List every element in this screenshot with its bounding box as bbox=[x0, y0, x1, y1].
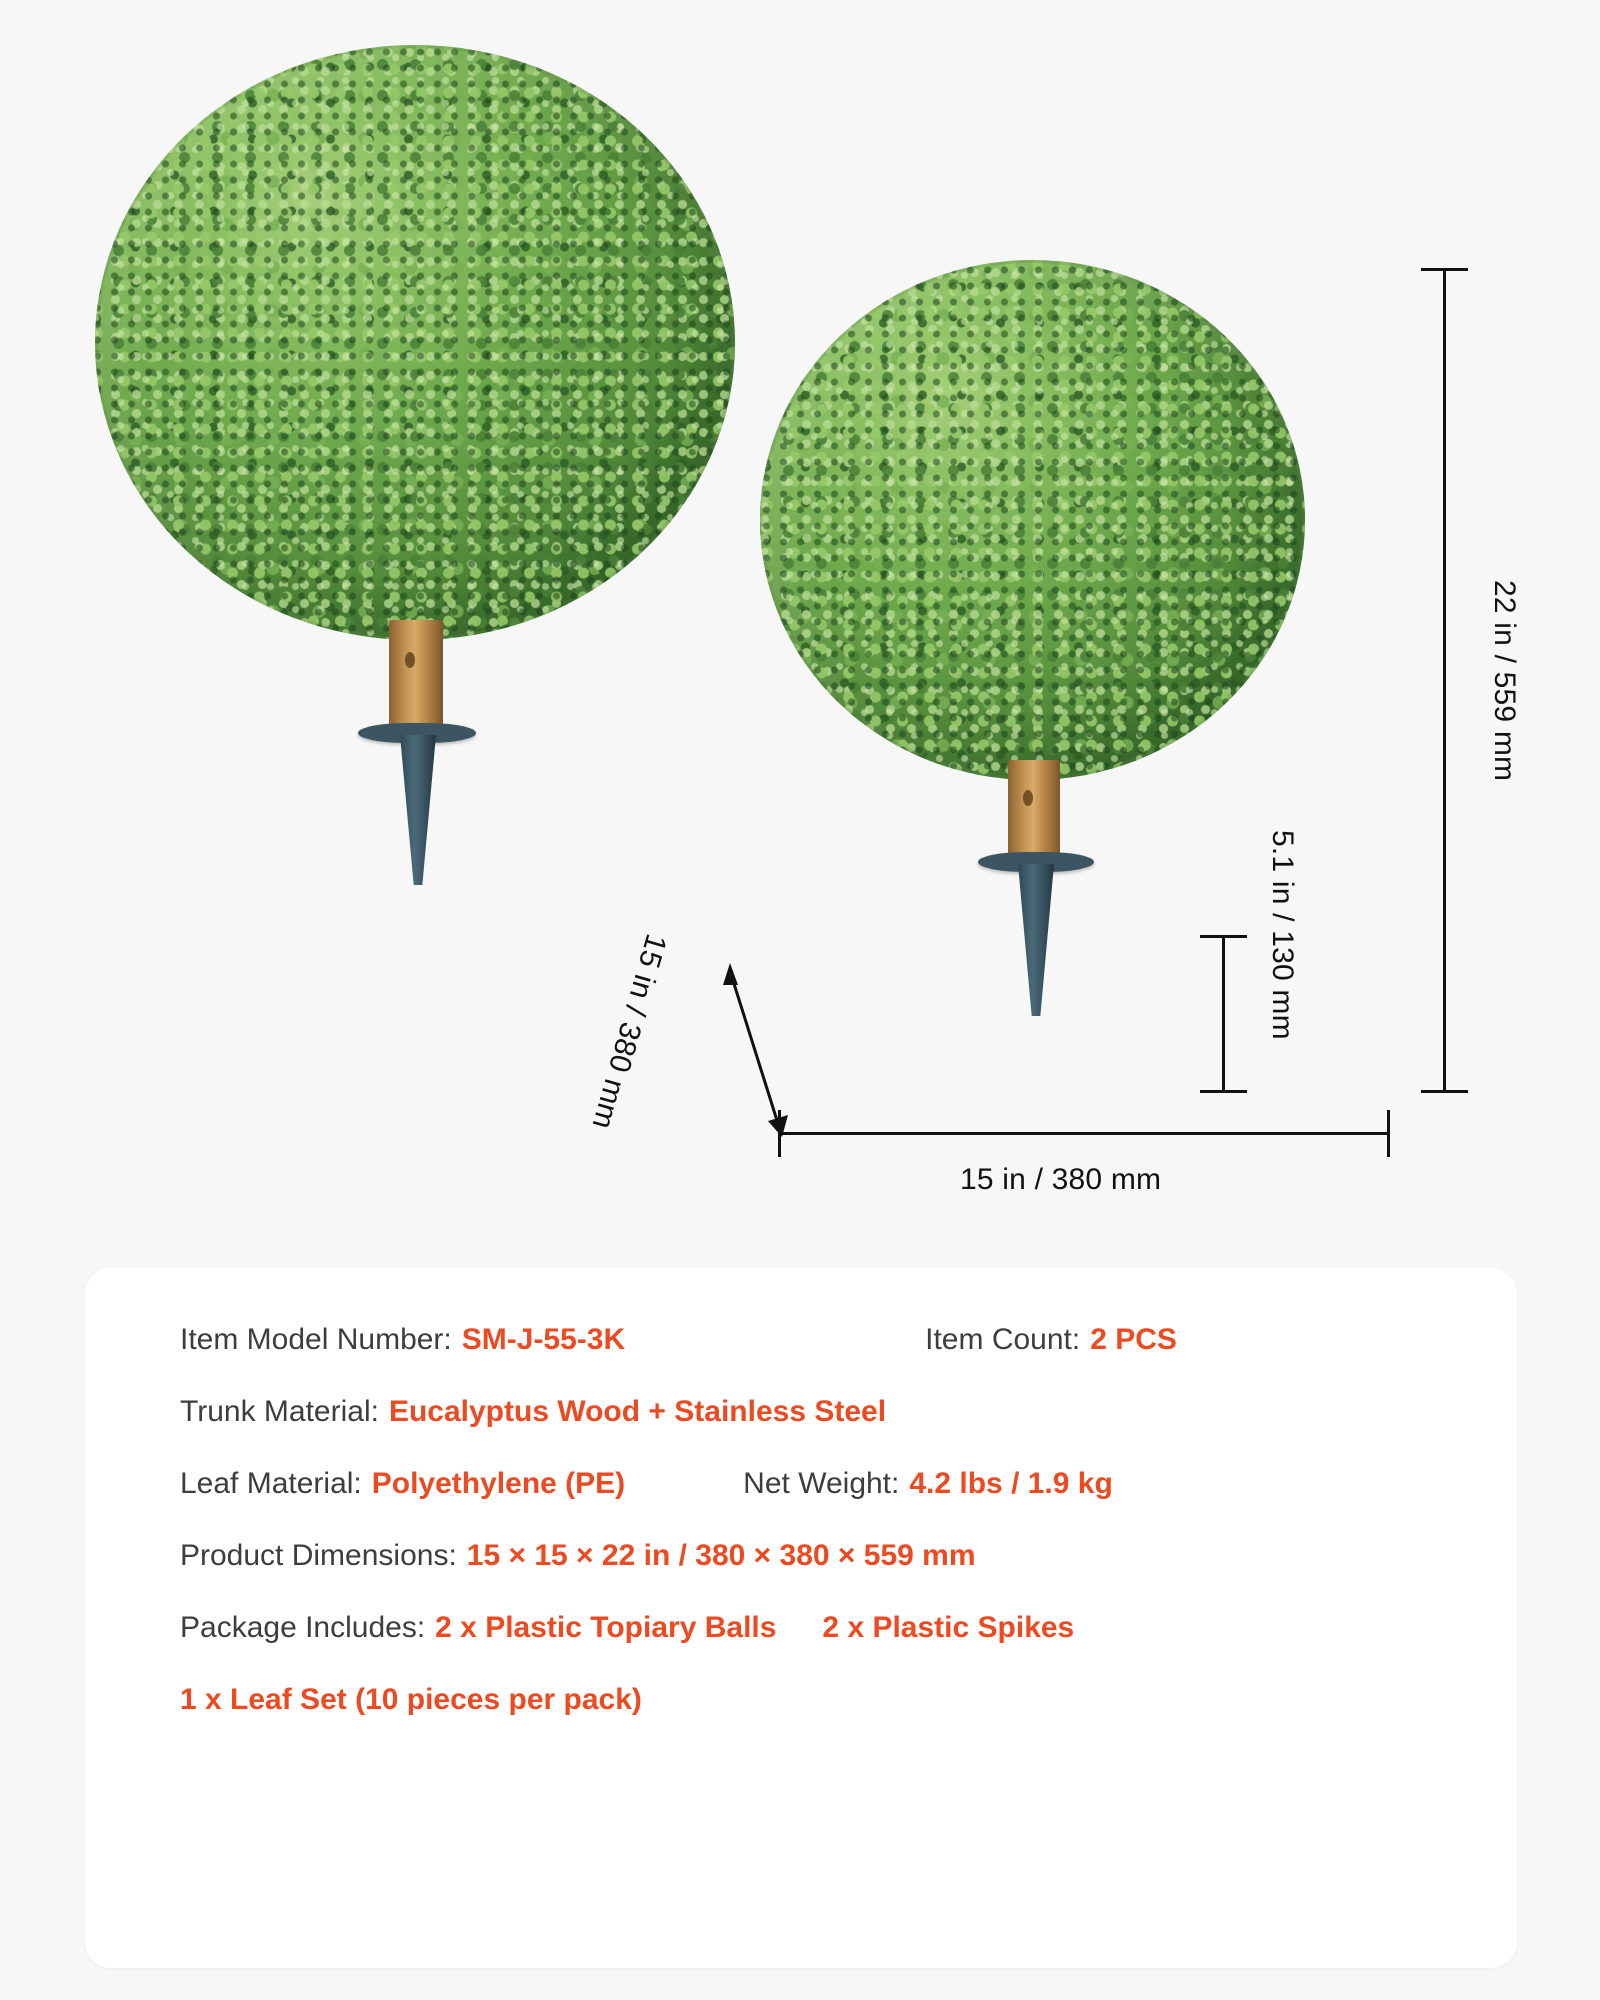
model-value: SM-J-55-3K bbox=[461, 1323, 626, 1356]
width-dim-tick-right bbox=[1387, 1110, 1390, 1157]
spike-dim-line bbox=[1222, 935, 1225, 1093]
count-value: 2 PCS bbox=[1090, 1323, 1177, 1356]
spike-dim-tick-top bbox=[1200, 935, 1247, 938]
width-dim-label: 15 in / 380 mm bbox=[960, 1163, 1162, 1196]
topiary-ball-large bbox=[95, 45, 735, 640]
trunk-material-label: Trunk Material: bbox=[180, 1395, 379, 1428]
ground-spike-small bbox=[1018, 864, 1054, 1016]
dimensions-value: 15 × 15 × 22 in / 380 × 380 × 559 mm bbox=[466, 1539, 976, 1572]
net-weight-label: Net Weight: bbox=[743, 1467, 900, 1500]
depth-dim-label: 15 in / 380 mm bbox=[585, 930, 673, 1133]
package-value-2: 2 x Plastic Spikes bbox=[822, 1611, 1075, 1644]
spec-row-model bbox=[180, 1320, 1457, 1359]
spec-row-package-continued bbox=[180, 1680, 1457, 1719]
spike-dim-label: 5.1 in / 130 mm bbox=[1266, 830, 1299, 1040]
leaf-material-value: Polyethylene (PE) bbox=[371, 1467, 626, 1500]
height-dim-tick-bottom bbox=[1421, 1090, 1468, 1093]
ball-shading bbox=[95, 45, 735, 640]
net-weight-value: 4.2 lbs / 1.9 kg bbox=[909, 1467, 1113, 1500]
package-label: Package Includes: bbox=[180, 1611, 426, 1644]
item-count-group bbox=[925, 1320, 1177, 1359]
height-dim-tick-top bbox=[1421, 268, 1468, 271]
trunk-knot-icon bbox=[405, 652, 415, 668]
dimensions-label: Product Dimensions: bbox=[180, 1539, 457, 1572]
leaf-material-label: Leaf Material: bbox=[180, 1467, 362, 1500]
spike-dim-tick-bottom bbox=[1200, 1090, 1247, 1093]
height-dim-line bbox=[1443, 268, 1446, 1093]
specification-card bbox=[85, 1268, 1517, 1968]
net-weight-group bbox=[743, 1464, 1113, 1503]
ground-spike-large bbox=[400, 735, 436, 885]
spec-row-package bbox=[180, 1608, 1457, 1647]
ball-shading bbox=[760, 260, 1305, 780]
model-label: Item Model Number: bbox=[180, 1323, 452, 1356]
count-label: Item Count: bbox=[925, 1323, 1081, 1356]
trunk-material-value: Eucalyptus Wood + Stainless Steel bbox=[388, 1395, 887, 1428]
trunk-knot-icon bbox=[1023, 790, 1033, 806]
width-dim-line bbox=[778, 1132, 1390, 1135]
specification-list bbox=[180, 1320, 1457, 1719]
spec-row-trunk-material bbox=[180, 1392, 1457, 1431]
topiary-ball-small bbox=[760, 260, 1305, 780]
package-value-1: 2 x Plastic Topiary Balls bbox=[435, 1611, 777, 1644]
spec-row-dimensions bbox=[180, 1536, 1457, 1575]
package-value-3: 1 x Leaf Set (10 pieces per pack) bbox=[180, 1683, 642, 1716]
topiary-tree-large bbox=[95, 45, 735, 880]
tree-trunk-large bbox=[389, 620, 443, 740]
spec-row-leaf-material bbox=[180, 1464, 1457, 1503]
height-dim-label: 22 in / 559 mm bbox=[1488, 580, 1521, 782]
